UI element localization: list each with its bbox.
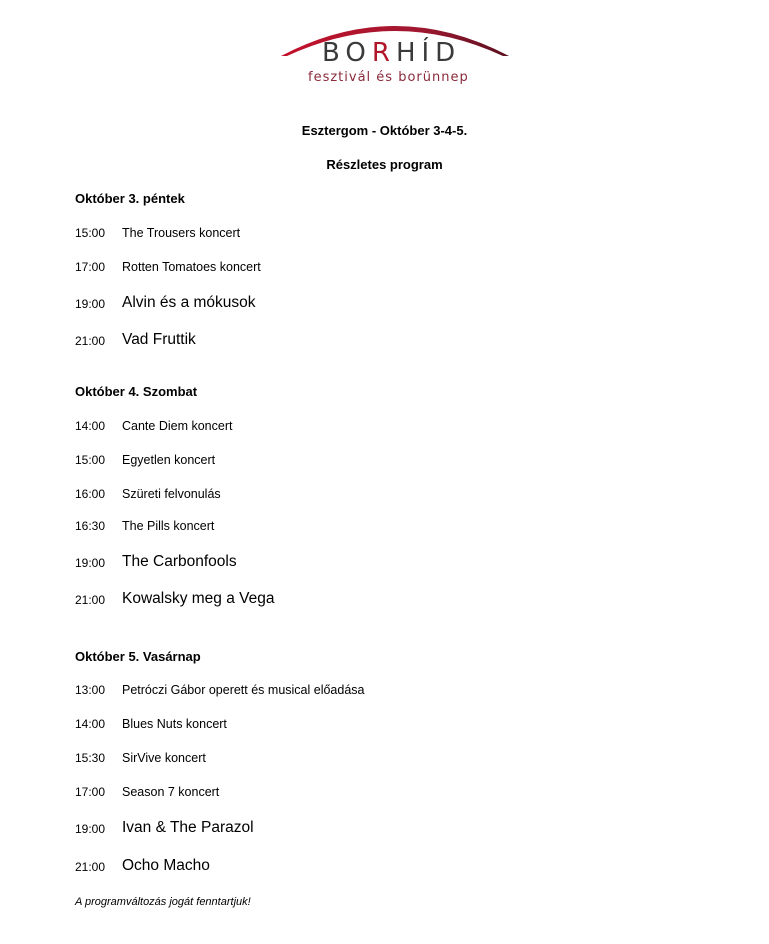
event-title: Kowalsky meg a Vega [122, 590, 275, 607]
event-time: 21:00 [75, 593, 106, 607]
event-time: 21:00 [75, 334, 106, 348]
event-time: 15:00 [75, 226, 106, 240]
event-time: 13:00 [75, 683, 106, 697]
event-title: Rotten Tomatoes koncert [122, 260, 261, 274]
event-title: Szüreti felvonulás [122, 487, 221, 501]
event-time: 15:00 [75, 453, 106, 467]
program-title: Részletes program [326, 157, 443, 172]
event-time: 21:00 [75, 860, 106, 874]
event-time: 19:00 [75, 822, 106, 836]
day-heading-3: Október 5. Vasárnap [75, 649, 201, 664]
event-title: Ocho Macho [122, 857, 210, 874]
event-time: 19:00 [75, 556, 106, 570]
event-time: 14:00 [75, 717, 106, 731]
footer-note: A programváltozás jogát fenntartjuk! [75, 896, 251, 908]
event-title: The Trousers koncert [122, 226, 241, 240]
event-time: 16:00 [75, 487, 106, 501]
event-title: Vad Fruttik [122, 331, 196, 348]
event-time: 17:00 [75, 260, 106, 274]
event-time: 17:00 [75, 785, 106, 799]
event-title: Petróczi Gábor operett és musical előadása [122, 683, 365, 697]
logo-wordmark: BORHÍD [322, 38, 462, 68]
event-title: The Carbonfools [122, 553, 237, 570]
event-time: 14:00 [75, 419, 106, 433]
borhid-logo [0, 0, 769, 100]
event-title: Egyetlen koncert [122, 453, 216, 467]
logo-tagline: fesztivál és borünnep [308, 70, 469, 85]
event-title: SirVive koncert [122, 751, 206, 765]
event-time: 19:00 [75, 297, 106, 311]
event-time: 16:30 [75, 519, 106, 533]
event-title: Season 7 koncert [122, 785, 220, 799]
event-title: Ivan & The Parazol [122, 819, 254, 836]
event-title: The Pills koncert [122, 519, 215, 533]
event-title: Alvin és a mókusok [122, 294, 256, 311]
event-title: Cante Diem koncert [122, 419, 233, 433]
location-dates: Esztergom - Október 3-4-5. [301, 123, 468, 138]
event-time: 15:30 [75, 751, 106, 765]
day-heading-2: Október 4. Szombat [75, 384, 198, 399]
event-title: Blues Nuts koncert [122, 717, 227, 731]
day-heading-1: Október 3. péntek [75, 191, 185, 206]
